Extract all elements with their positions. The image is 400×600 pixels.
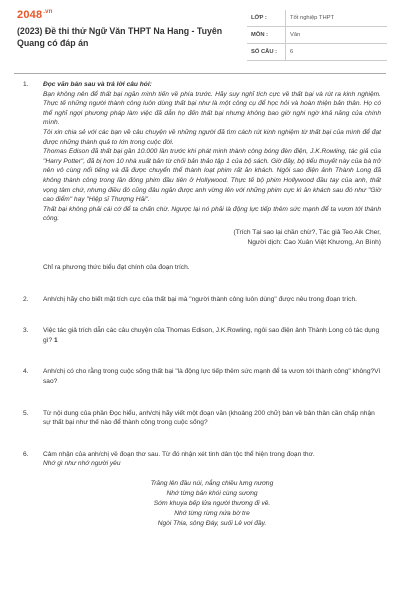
question-number: 1. — [23, 81, 29, 88]
passage-paragraph: Thomas Edison đã thất bại gần 10.000 lần trước khi phát minh thành công bóng đèn điện, J.K.Rowling, tác giả của "Harry Potter", đã bị hơn 10 nhà xuất bản từ chối bản thảo tập 1 của bộ sách. Giờ đây, bộ tiểu thuyết này của bà trở nên vô cùng nổi tiếng và đã được chuyển thể thành loạt phim rất ăn khách. Ngôi sao điện ảnh Thành Long đã không thành công trong lần đóng phim đầu tiên ở Hollywood. Thực tế bộ phim Hollywood đầu tay của anh, thất vọng tâm chứ, nhưng điều đó cũng đâu ngăn được anh vừng lên với những phim cực kì ăn khách sau đó như "Giờ cao điểm" hay "Hiệp sĩ Thượng Hải". — [43, 148, 381, 204]
question-suffix: 1 — [54, 336, 58, 344]
passage-translator: Người dịch: Cao Xuân Việt Khương, An Bình) — [247, 238, 381, 246]
question-number: 5. — [23, 409, 29, 417]
question-text: Cảm nhận của anh/chị về đoạn thơ sau. Từ đó nhận xét tinh dân tộc thể hiện trong đoạn thơ. — [43, 450, 315, 458]
question-text: Anh/chị hãy cho biết mặt tích cực của thất bại mà "người thành công luôn dùng" được nêu trong đoạn trích. — [43, 295, 357, 303]
info-label: SỐ CÂU : — [247, 44, 286, 61]
question-list — [15, 80, 385, 529]
info-label: LỚP : — [247, 10, 286, 27]
question-number: 2. — [23, 295, 29, 303]
site-logo[interactable] — [17, 9, 53, 21]
question-4 — [15, 367, 385, 386]
info-value: Văn — [286, 27, 388, 44]
passage-source: (Trích Tại sao lại chần chừ?, Tác giả Teo Aik Cher, — [233, 228, 381, 236]
poem-line: Trăng lên đầu núi, nắng chiều lưng nương — [150, 480, 274, 488]
question-1 — [15, 80, 385, 273]
poem-lead-line: Nhớ gì như nhớ người yêu — [43, 460, 121, 468]
question-5 — [15, 409, 385, 428]
info-row-subject — [247, 27, 387, 44]
poem-line: Nhớ từng rừng nứa bờ tre — [174, 510, 250, 518]
question-text: Từ nội dung của phần Đọc hiểu, anh/chị hãy viết một đoạn văn (khoảng 200 chữ) bàn về bản thân cần chấp nhận sự thất bại như thế nào để thành công trong cuộc sống? — [43, 409, 375, 427]
question-6 — [15, 450, 385, 529]
logo-text: 2048 — [17, 9, 43, 21]
exam-info-table — [247, 10, 387, 61]
logo-suffix: .vn — [43, 9, 53, 15]
info-label: MÔN : — [247, 27, 286, 44]
poem-line: Ngòi Thia, sông Đáy, suối Lê vơi đầy. — [157, 520, 267, 528]
poem-line: Nhớ từng bản khói cùng sương — [166, 490, 258, 498]
info-value: 6 — [286, 44, 388, 61]
question-body — [43, 450, 385, 529]
question-number: 3. — [23, 327, 29, 335]
poem-line: Sớm khuya bếp lửa người thương đi về. — [153, 500, 271, 508]
passage-paragraph: Bạn không nên để thất bại ngăn mình tiến về phía trước. Hãy suy nghĩ tích cực về thất bại và rút ra kinh nghiệm. Thực tế những người thành công luôn dùng thất bại như là một công cụ để học hỏi và hoàn thiện bản thân. Họ có thể nghĩ ngợi phương pháp làm việc đã dẫn họ đến thất bại nhưng không bao giờ nghi ngờ khả năng của chính mình. — [43, 90, 381, 127]
info-row-class — [247, 10, 387, 27]
info-value: Tốt nghiệp THPT — [286, 10, 388, 27]
question-body — [43, 326, 385, 345]
question-3 — [15, 326, 385, 345]
poem — [43, 479, 381, 529]
passage-paragraph: Tôi xin chia sẻ với các bạn về câu chuyện về những người đã tìm cách rút kinh nghiệm từ thất bại của mình để đạt được những thành quả to lớn trong cuộc đời. — [43, 128, 381, 146]
question-text: Việc tác giả trích dẫn các câu chuyện của Thomas Edison, J.K.Rowling, ngôi sao điện ảnh Thành Long có tác dụng gì? — [43, 327, 380, 344]
header — [0, 0, 400, 70]
passage-paragraph: Thất bại không phải cái cớ để ta chấn chừ. Ngược lại nó phải là động lực tiếp thêm sức mạnh để ta vươn tới thành công. — [43, 205, 381, 223]
question-text: Anh/chị có cho rằng trong cuộc sống thất bại "là động lực tiếp thêm sức mạnh để ta vươn tới thành công" không?Vì sao? — [43, 368, 381, 386]
question-number: 4. — [23, 368, 29, 376]
exam-title: (2023) Đề thi thử Ngữ Văn THPT Na Hang - Tuyên Quang có đáp án — [17, 26, 223, 48]
question-2 — [15, 295, 385, 305]
question-body — [43, 80, 385, 273]
question-heading: Đọc văn bản sau và trả lời câu hỏi: — [43, 81, 152, 88]
info-row-count — [247, 44, 387, 61]
header-divider — [14, 73, 386, 74]
question-text: Chỉ ra phương thức biểu đạt chính của đoạn trích. — [43, 264, 190, 272]
question-number: 6. — [23, 450, 29, 458]
